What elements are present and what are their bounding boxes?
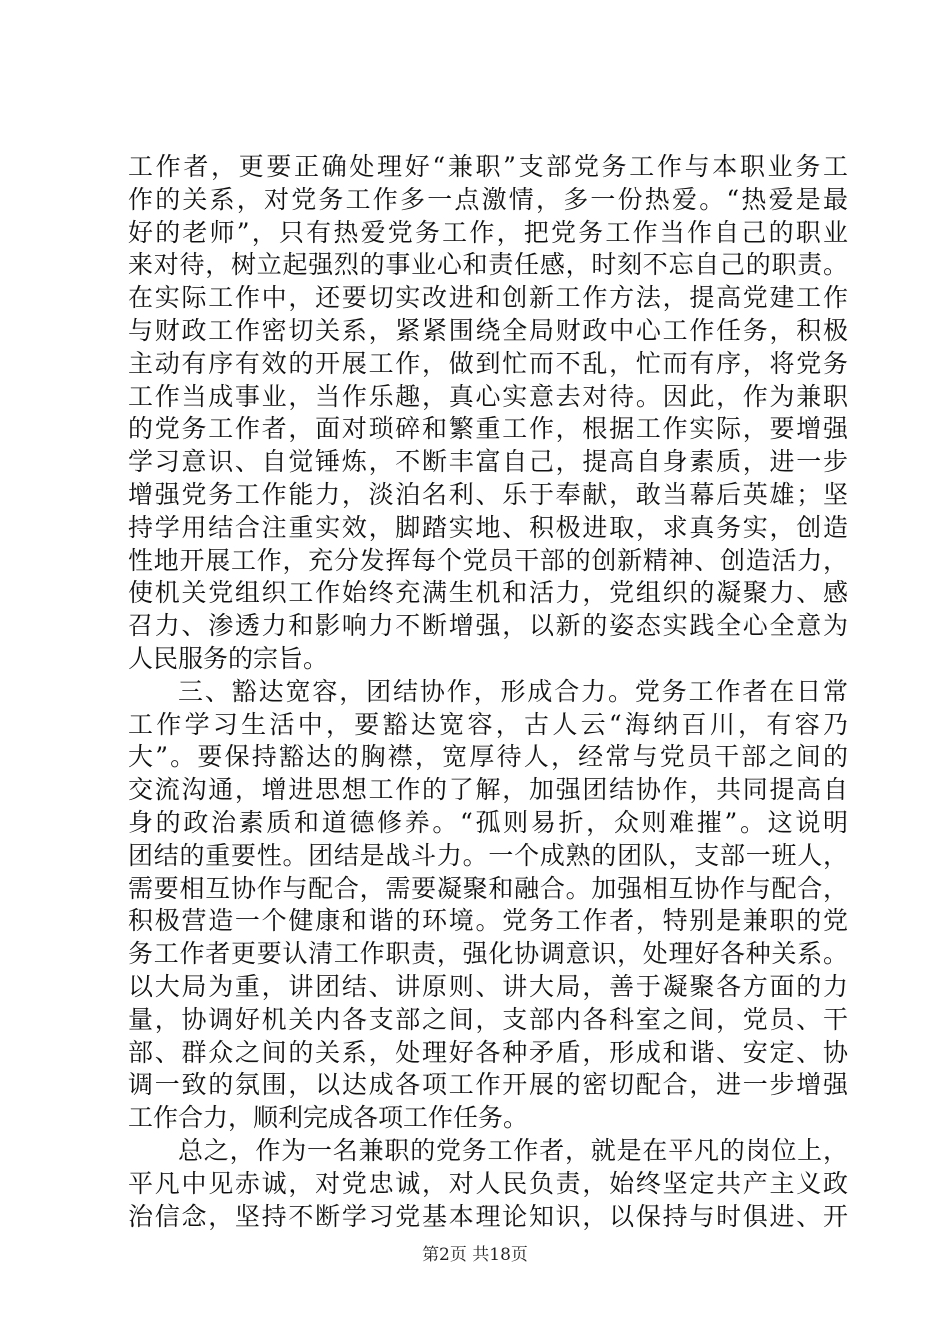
text-line: 积极营造一个健康和谐的环境。党务工作者，特别是兼职的党 [128, 906, 848, 936]
paragraph-start-line: 三、豁达宽容，团结协作，形成合力。党务工作者在日常 [178, 676, 848, 706]
text-line: 治信念，坚持不断学习党基本理论知识，以保持与时俱进、开 [128, 1201, 848, 1231]
text-line: 与财政工作密切关系，紧紧围绕全局财政中心工作任务，积极 [128, 315, 848, 345]
text-line: 工作合力，顺利完成各项工作任务。 [128, 1103, 529, 1133]
text-line: 持学用结合注重实效，脚踏实地、积极进取，求真务实，创造 [128, 512, 848, 542]
text-line: 使机关党组织工作始终充满生机和活力，党组织的凝聚力、感 [128, 578, 848, 608]
text-line: 工作学习生活中，要豁达宽容，古人云“海纳百川，有容乃 [128, 709, 848, 739]
text-line: 平凡中见赤诚，对党忠诚，对人民负责，始终坚定共产主义政 [128, 1168, 848, 1198]
text-line: 作的关系，对党务工作多一点激情，多一份热爱。“热爱是最 [128, 184, 848, 214]
text-line: 团结的重要性。团结是战斗力。一个成熟的团队，支部一班人， [128, 840, 848, 870]
text-line: 增强党务工作能力，淡泊名利、乐于奉献，敢当幕后英雄；坚 [128, 479, 848, 509]
text-line: 好的老师”，只有热爱党务工作，把党务工作当作自己的职业 [128, 217, 848, 247]
text-line: 人民服务的宗旨。 [128, 643, 329, 673]
text-line: 交流沟通，增进思想工作的了解，加强团结协作，共同提高自 [128, 775, 848, 805]
text-line: 需要相互协作与配合，需要凝聚和融合。加强相互协作与配合， [128, 873, 848, 903]
paragraph-start-line: 总之，作为一名兼职的党务工作者，就是在平凡的岗位上， [178, 1135, 848, 1165]
text-line: 调一致的氛围，以达成各项工作开展的密切配合，进一步增强 [128, 1070, 848, 1100]
page-number-footer: 第2页 共18页 [422, 1245, 528, 1265]
text-line: 的党务工作者，面对琐碎和繁重工作，根据工作实际，要增强 [128, 414, 848, 444]
text-line: 来对待，树立起强烈的事业心和责任感，时刻不忘自己的职责。 [128, 250, 848, 280]
text-line: 召力、渗透力和影响力不断增强，以新的姿态实践全心全意为 [128, 611, 848, 641]
text-line: 大”。要保持豁达的胸襟，宽厚待人，经常与党员干部之间的 [128, 742, 848, 772]
text-line: 务工作者更要认清工作职责，强化协调意识，处理好各种关系。 [128, 939, 848, 969]
text-line: 量，协调好机关内各支部之间，支部内各科室之间，党员、干 [128, 1004, 848, 1034]
document-body [128, 151, 848, 1233]
text-line: 主动有序有效的开展工作，做到忙而不乱，忙而有序，将党务 [128, 348, 848, 378]
text-line: 性地开展工作，充分发挥每个党员干部的创新精神、创造活力， [128, 545, 848, 575]
text-line: 以大局为重，讲团结、讲原则、讲大局，善于凝聚各方面的力 [128, 971, 848, 1001]
text-line: 工作者，更要正确处理好“兼职”支部党务工作与本职业务工 [128, 152, 848, 181]
text-line: 身的政治素质和道德修养。“孤则易折，众则难摧”。这说明 [128, 807, 848, 837]
text-line: 在实际工作中，还要切实改进和创新工作方法，提高党建工作 [128, 283, 848, 313]
text-line: 学习意识、自觉锤炼，不断丰富自己，提高自身素质，进一步 [128, 447, 848, 477]
text-line: 工作当成事业，当作乐趣，真心实意去对待。因此，作为兼职 [128, 381, 848, 411]
text-line: 部、群众之间的关系，处理好各种矛盾，形成和谐、安定、协 [128, 1037, 848, 1067]
